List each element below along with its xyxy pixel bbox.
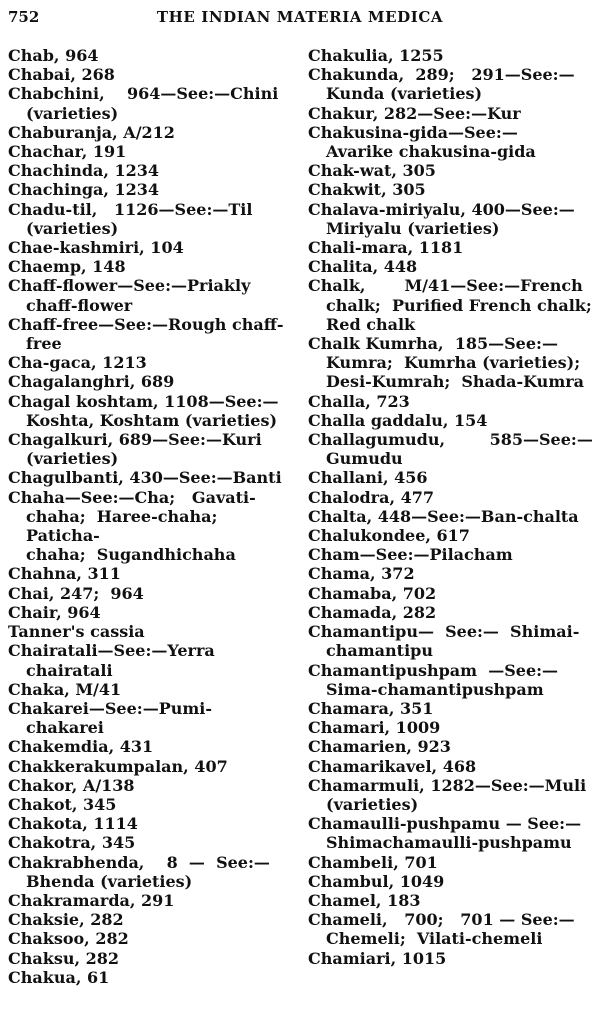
index-entry: Chalta, 448—See:—Ban-chalta [308, 506, 579, 526]
index-entry: Chamaulli-pushpamu — See:— Shimachamaulli-pushpamu [308, 814, 582, 853]
index-entry: Chameli, 700; 701 — See:— Chemeli; Vilati-chemeli [308, 910, 575, 949]
index-entry: Chamada, 282 [308, 602, 437, 622]
index-columns [8, 46, 592, 1008]
index-entry: Chambul, 1049 [308, 871, 445, 891]
index-entry: Chamantipu— See:— Shimai- chamantipu [308, 622, 580, 661]
index-entry: Chamarmuli, 1282—See:—Muli (varieties) [308, 775, 587, 814]
index-entry: Chamiari, 1015 [308, 948, 447, 968]
index-entry: Challagumudu, 585—See:— Gumudu [308, 430, 593, 469]
index-entry: Chachinga, 1234 [8, 180, 160, 200]
index-entry: Chakunda, 289; 291—See:— Kunda (varieties) [308, 65, 575, 104]
index-entry: Challani, 456 [308, 468, 428, 488]
index-entry: Chai, 247; 964 [8, 583, 144, 603]
index-entry: Chalita, 448 [308, 257, 418, 277]
index-entry: Chamel, 183 [308, 890, 421, 910]
index-entry: Chaka, M/41 [8, 679, 122, 699]
index-entry: Chali-mara, 1181 [308, 238, 464, 258]
index-entry: Chambeli, 701 [308, 852, 438, 872]
index-entry: Chakor, A/138 [8, 775, 135, 795]
index-entry: Chabchini, 964—See:—Chini (varieties) [8, 84, 279, 123]
index-entry: Chamarien, 923 [308, 737, 451, 757]
index-column-left [8, 46, 294, 987]
index-column-right [308, 46, 594, 968]
index-entry: Chakotra, 345 [8, 833, 136, 853]
index-entry: Chakot, 345 [8, 794, 117, 814]
index-entry: Chahna, 311 [8, 564, 121, 584]
index-entry: Tanner's cassia [8, 622, 145, 642]
index-entry: Chakrabhenda, 8 — See:— Bhenda (varieties) [8, 852, 270, 891]
index-entry: Chagulbanti, 430—See:—Banti [8, 468, 282, 488]
running-head: THE INDIAN MATERIA MEDICA [156, 8, 444, 26]
index-entry: Chamantipushpam —See:— Sima-chamantipushpam [308, 660, 559, 699]
index-entry: Chalk Kumrha, 185—See:— Kumra; Kumrha (varieties); Desi-Kumrah; Shada-Kumra [308, 334, 585, 392]
index-entry: Chaksoo, 282 [8, 929, 129, 949]
index-entry: Chamarikavel, 468 [308, 756, 477, 776]
index-entry: Chae-kashmiri, 104 [8, 238, 184, 258]
index-entry: Chaksie, 282 [8, 910, 124, 930]
index-entry: Chair, 964 [8, 602, 101, 622]
index-entry: Chadu-til, 1126—See:—Til (varieties) [8, 199, 253, 238]
index-entry: Challa, 723 [308, 391, 410, 411]
index-entry: Chalava-miriyalu, 400—See:— Miriyalu (varieties) [308, 199, 575, 238]
index-entry: Cha-gaca, 1213 [8, 353, 147, 373]
index-entry: Chamari, 1009 [308, 718, 441, 738]
index-entry: Chairatali—See:—Yerra chairatali [8, 641, 215, 680]
index-entry: Chakusina-gida—See:— Avarike chakusina-gida [308, 122, 536, 162]
index-entry: Chamaba, 702 [308, 583, 437, 603]
index-entry: Chalodra, 477 [308, 487, 435, 507]
index-entry: Chakota, 1114 [8, 814, 138, 834]
index-entry: Chaha—See:—Cha; Gavati- chaha; Haree-chaha; Paticha- chaha; Sugandhichaha [8, 487, 256, 565]
index-entry: Chagalkuri, 689—See:—Kuri (varieties) [8, 430, 262, 469]
index-entry: Chachar, 191 [8, 142, 127, 162]
index-entry: Chaff-flower—See:—Priakly chaff-flower [8, 276, 251, 315]
index-entry: Chakramarda, 291 [8, 890, 175, 910]
index-entry: Chamara, 351 [308, 698, 434, 718]
index-entry: Chakua, 61 [8, 967, 110, 987]
index-entry: Chalukondee, 617 [308, 526, 470, 546]
index-entry: Challa gaddalu, 154 [308, 410, 488, 430]
index-entry: Chama, 372 [308, 564, 415, 584]
index-entry: Chakemdia, 431 [8, 737, 154, 757]
index-entry: Chalk, M/41—See:—French chalk; Purified French chalk; Red chalk [308, 276, 592, 334]
page-number: 752 [8, 8, 40, 26]
index-entry: Chabai, 268 [8, 65, 115, 85]
index-entry: Chakarei—See:—Pumi- chakarei [8, 698, 213, 738]
index-entry: Chakur, 282—See:—Kur [308, 103, 521, 123]
index-entry: Chagalanghri, 689 [8, 372, 175, 392]
index-entry: Chak-wat, 305 [308, 161, 436, 181]
index-entry: Chakwit, 305 [308, 180, 426, 200]
index-entry: Chagal koshtam, 1108—See:— Koshta, Koshtam (varieties) [8, 391, 279, 430]
index-entry: Chaemp, 148 [8, 257, 126, 277]
index-entry: Chakkerakumpalan, 407 [8, 756, 228, 776]
index-entry: Chaburanja, A/212 [8, 122, 175, 142]
index-entry: Chachinda, 1234 [8, 161, 160, 181]
index-entry: Chaksu, 282 [8, 948, 119, 968]
index-entry: Chab, 964 [8, 46, 99, 65]
page-header [8, 6, 592, 30]
index-entry: Chakulia, 1255 [308, 46, 444, 65]
index-entry: Cham—See:—Pilacham [308, 545, 513, 565]
index-entry: Chaff-free—See:—Rough chaff- free [8, 314, 284, 354]
